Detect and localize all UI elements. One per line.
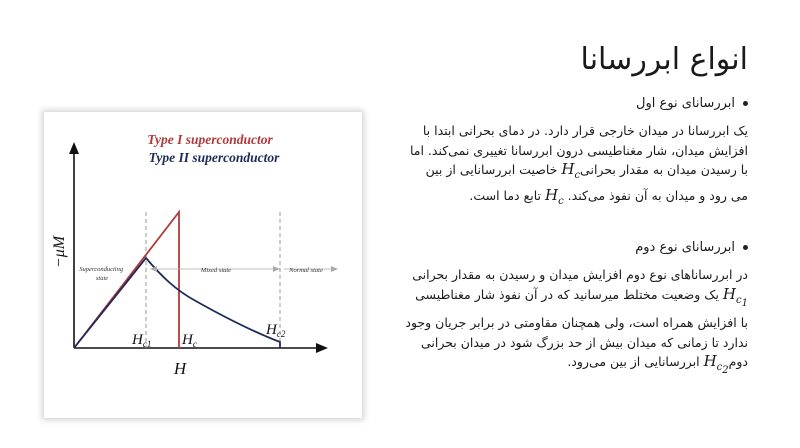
type1-line-3b: خاصیت ابررسانایی از بین [425, 162, 562, 177]
y-axis-label: −μM [51, 235, 68, 269]
tick-hc2: $H_{c2}$ [266, 322, 286, 339]
y-axis-arrow-icon [69, 142, 79, 154]
type1-line-4b: تابع دما است. [469, 187, 545, 203]
type2-line-5 [388, 352, 748, 381]
type1-paragraph [388, 121, 748, 211]
magnetization-diagram [44, 112, 362, 418]
type2-line-2 [388, 285, 748, 314]
label-normal: Normal state [289, 267, 323, 274]
hc1-symbol: $H_{c_1}$ [722, 284, 748, 309]
hc2-symbol: $H_{c_2}$ [703, 352, 729, 376]
type1-line-4a: می رود و میدان به آن نفوذ می‌کند. [567, 187, 748, 203]
magnetization-figure [44, 112, 362, 418]
type1-line-3a: با رسیدن میدان به مقدار بحرانی [580, 162, 748, 177]
slide-title: انواع ابررسانا [580, 42, 748, 77]
type2-line-3: با افزایش همراه است، ولی همچنان مقاومتی در برابر جریان وجود [405, 315, 748, 330]
hc-symbol: $H_c$ [561, 160, 581, 181]
section-type2 [388, 240, 748, 381]
bullet-dot-icon [743, 245, 748, 250]
type1-line-4 [388, 186, 748, 212]
type1-line-2: افزایش میدان، شار مغناطیسی درون ابررسانا تغییری نمی‌کند. اما [409, 142, 748, 158]
legend-type1: Type I superconductor [147, 132, 273, 147]
mixed-arrow-right-icon [273, 266, 280, 272]
type2-line-5a: دوم [728, 354, 748, 369]
type1-heading: ابررسانای نوع اول [636, 96, 735, 111]
x-axis-arrow-icon [316, 343, 328, 353]
type2-line-5b: ابررسانایی از بین می‌رود. [567, 354, 704, 369]
label-superconducting [79, 266, 124, 282]
type2-line-1: در ابررساناهای نوع دوم افزایش میدان و رسیدن به مقدار بحرانی [412, 267, 748, 282]
type1-line-1: یک ابررسانا در میدان خارجی قرار دارد. در دمای بحرانی ابتدا با [422, 123, 748, 138]
bullet-type2 [388, 240, 748, 255]
type2-heading: ابررسانای نوع دوم [635, 240, 735, 255]
tick-hc1: $H_{c1}$ [132, 332, 152, 349]
legend-type2: Type II superconductor [148, 150, 280, 165]
normal-arrow-right-icon [331, 266, 338, 272]
type2-line-4: ندارد تا زمانی که میدان بیش از حد بزرگ شود در میدان بحرانی [420, 334, 748, 350]
hc-symbol-2: $H_c$ [544, 185, 564, 207]
type1-line-3 [388, 160, 748, 186]
section-type1 [388, 96, 748, 211]
bullet-dot-icon [743, 101, 748, 106]
label-mixed: Mixed state [200, 267, 232, 274]
bullet-type1 [388, 96, 748, 111]
x-axis-label: H [173, 359, 187, 378]
label-superconducting-1: Superconducting [79, 266, 124, 273]
type2-paragraph [388, 265, 748, 381]
tick-hc: $H_c$ [182, 332, 197, 349]
label-superconducting-2: state [95, 275, 109, 282]
type2-line-2b: یک وضعیت مختلط میرسانید که در آن نفوذ شار مغناطیسی [415, 286, 723, 302]
